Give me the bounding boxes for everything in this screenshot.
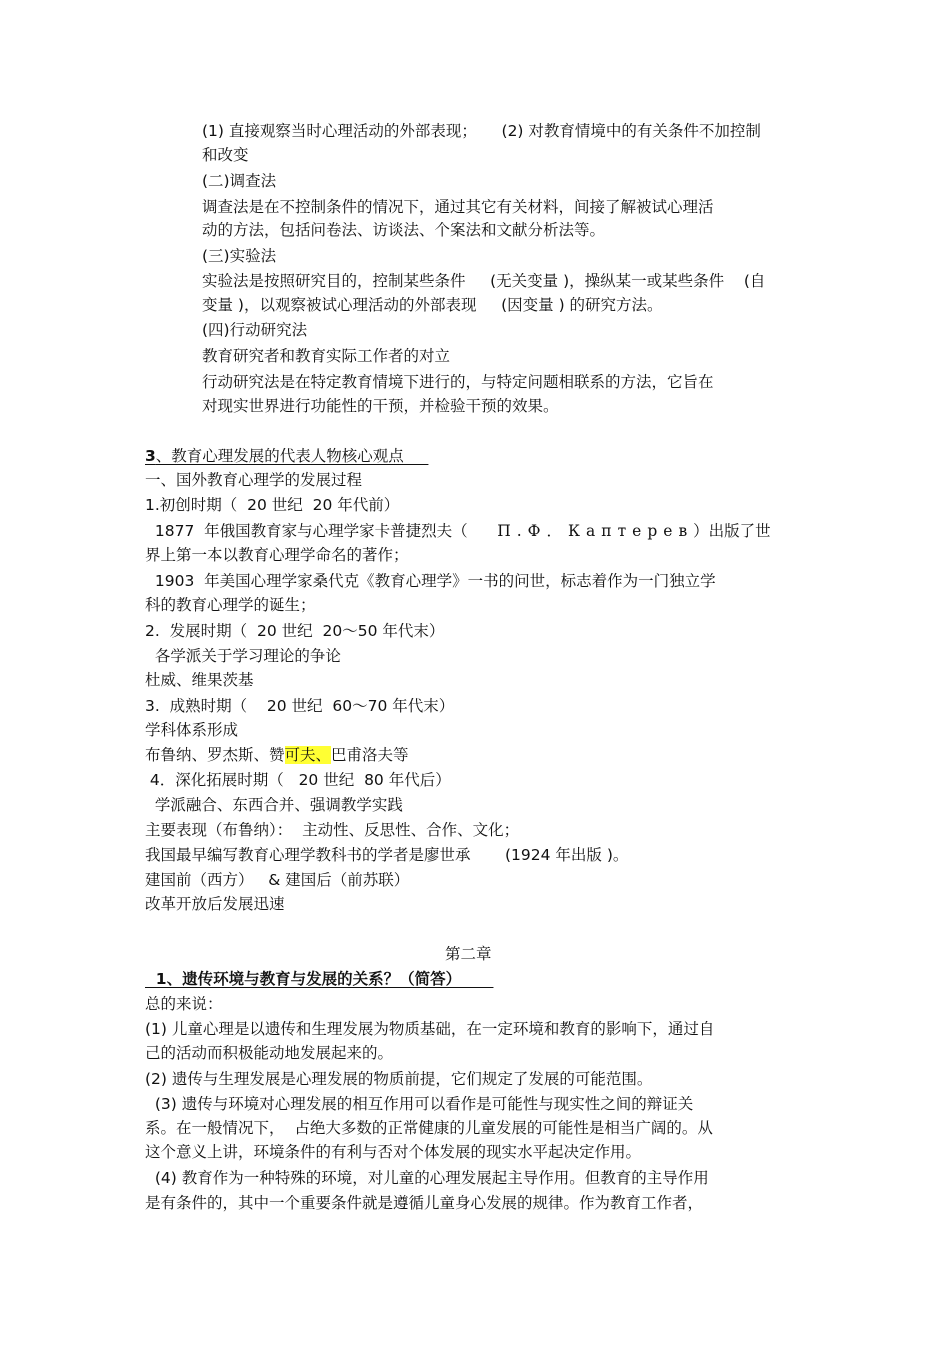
text-line: 学科体系形成 — [145, 721, 239, 739]
text-line: 1903 年美国心理学家桑代克《教育心理学》一书的问世，标志着作为一门独立学 — [145, 572, 716, 590]
text-line: 杜威、维果茨基 — [145, 671, 254, 689]
text-line: 动的方法，包括问卷法、访谈法、个案法和文献分析法等。 — [202, 221, 606, 239]
text-line: 是有条件的，其中一个重要条件就是遵循儿童身心发展的规律。作为教育工作者， — [145, 1194, 704, 1212]
text-line: 实验法是按照研究目的，控制某些条件 (无关变量 )，操纵某一或某些条件 (自 — [202, 272, 766, 290]
text-line: 学派融合、东西合并、强调教学实践 — [145, 796, 403, 814]
text-line: 3. 成熟时期（ 20 世纪 60～70 年代末） — [145, 697, 455, 715]
text-line: 总的来说： — [145, 995, 223, 1013]
text-segment: 1877 年俄国教育家与心理学家卡普捷烈夫（ — [145, 522, 498, 540]
text-line: 变量 )，以观察被试心理活动的外部表现 (因变量 ) 的研究方法。 — [202, 296, 663, 314]
text-line: 主要表现（布鲁纳）： 主动性、反思性、合作、文化； — [145, 821, 520, 839]
russian-name: П.Ф．Каптерев — [497, 522, 694, 540]
section-number: 3 — [145, 447, 156, 465]
text-segment: ）出版了世 — [693, 522, 771, 540]
text-segment: 巴甫洛夫等 — [331, 746, 409, 764]
section-heading: (三)实验法 — [202, 247, 277, 265]
text-line: 各学派关于学习理论的争论 — [145, 647, 341, 665]
highlighted-text: 可夫、 — [284, 746, 332, 764]
text-line: 调查法是在不控制条件的情况下，通过其它有关材料，间接了解被试心理活 — [202, 198, 714, 216]
text-line: (1) 儿童心理是以遗传和生理发展为物质基础，在一定环境和教育的影响下，通过自 — [145, 1020, 715, 1038]
text-line: 2. 发展时期（ 20 世纪 20～50 年代末） — [145, 622, 445, 640]
text-line: 行动研究法是在特定教育情境下进行的，与特定问题相联系的方法，它旨在 — [202, 373, 714, 391]
section-title-text: 、教育心理发展的代表人物核心观点 — [155, 447, 429, 465]
text-line: (2) 遗传与生理发展是心理发展的物质前提，它们规定了发展的可能范围。 — [145, 1070, 653, 1088]
text-line: (3) 遗传与环境对心理发展的相互作用可以看作是可能性与现实性之间的辩证关 — [145, 1095, 694, 1113]
text-line — [145, 521, 771, 541]
text-line: 己的活动而积极能动地发展起来的。 — [145, 1044, 394, 1062]
question-heading: 1、遗传环境与教育与发展的关系？（简答） — [145, 970, 494, 988]
chapter-title: 第二章 — [445, 945, 492, 963]
text-line: 对现实世界进行功能性的干预，并检验干预的效果。 — [202, 397, 559, 415]
text-line: 4．深化拓展时期（ 20 世纪 80 年代后） — [145, 771, 451, 789]
text-line: (1) 直接观察当时心理活动的外部表现； (2) 对教育情境中的有关条件不加控制 — [202, 122, 761, 140]
text-line — [145, 745, 409, 765]
text-line: 改革开放后发展迅速 — [145, 895, 285, 913]
section-heading: (四)行动研究法 — [202, 321, 308, 339]
text-line: 1.初创时期（ 20 世纪 20 年代前） — [145, 496, 400, 514]
text-line: 教育研究者和教育实际工作者的对立 — [202, 347, 451, 365]
text-line: 界上第一本以教育心理学命名的著作； — [145, 546, 409, 564]
text-line: 这个意义上讲，环境条件的有利与否对个体发展的现实水平起决定作用。 — [145, 1143, 642, 1161]
section-heading: (二)调查法 — [202, 172, 277, 190]
text-line: 一、国外教育心理学的发展过程 — [145, 471, 363, 489]
text-line: 建国前（西方） & 建国后（前苏联） — [145, 871, 410, 889]
section-title-3 — [145, 446, 428, 466]
text-line: (4) 教育作为一种特殊的环境，对儿童的心理发展起主导作用。但教育的主导作用 — [145, 1169, 709, 1187]
text-line: 我国最早编写教育心理学教科书的学者是廖世承 (1924 年出版 )。 — [145, 846, 629, 864]
text-segment: 布鲁纳、罗杰斯、赞 — [145, 746, 285, 764]
text-line: 系。在一般情况下， 占绝大多数的正常健康的儿童发展的可能性是相当广阔的。从 — [145, 1119, 713, 1137]
text-line: 科的教育心理学的诞生； — [145, 596, 316, 614]
text-line: 和改变 — [202, 146, 249, 164]
